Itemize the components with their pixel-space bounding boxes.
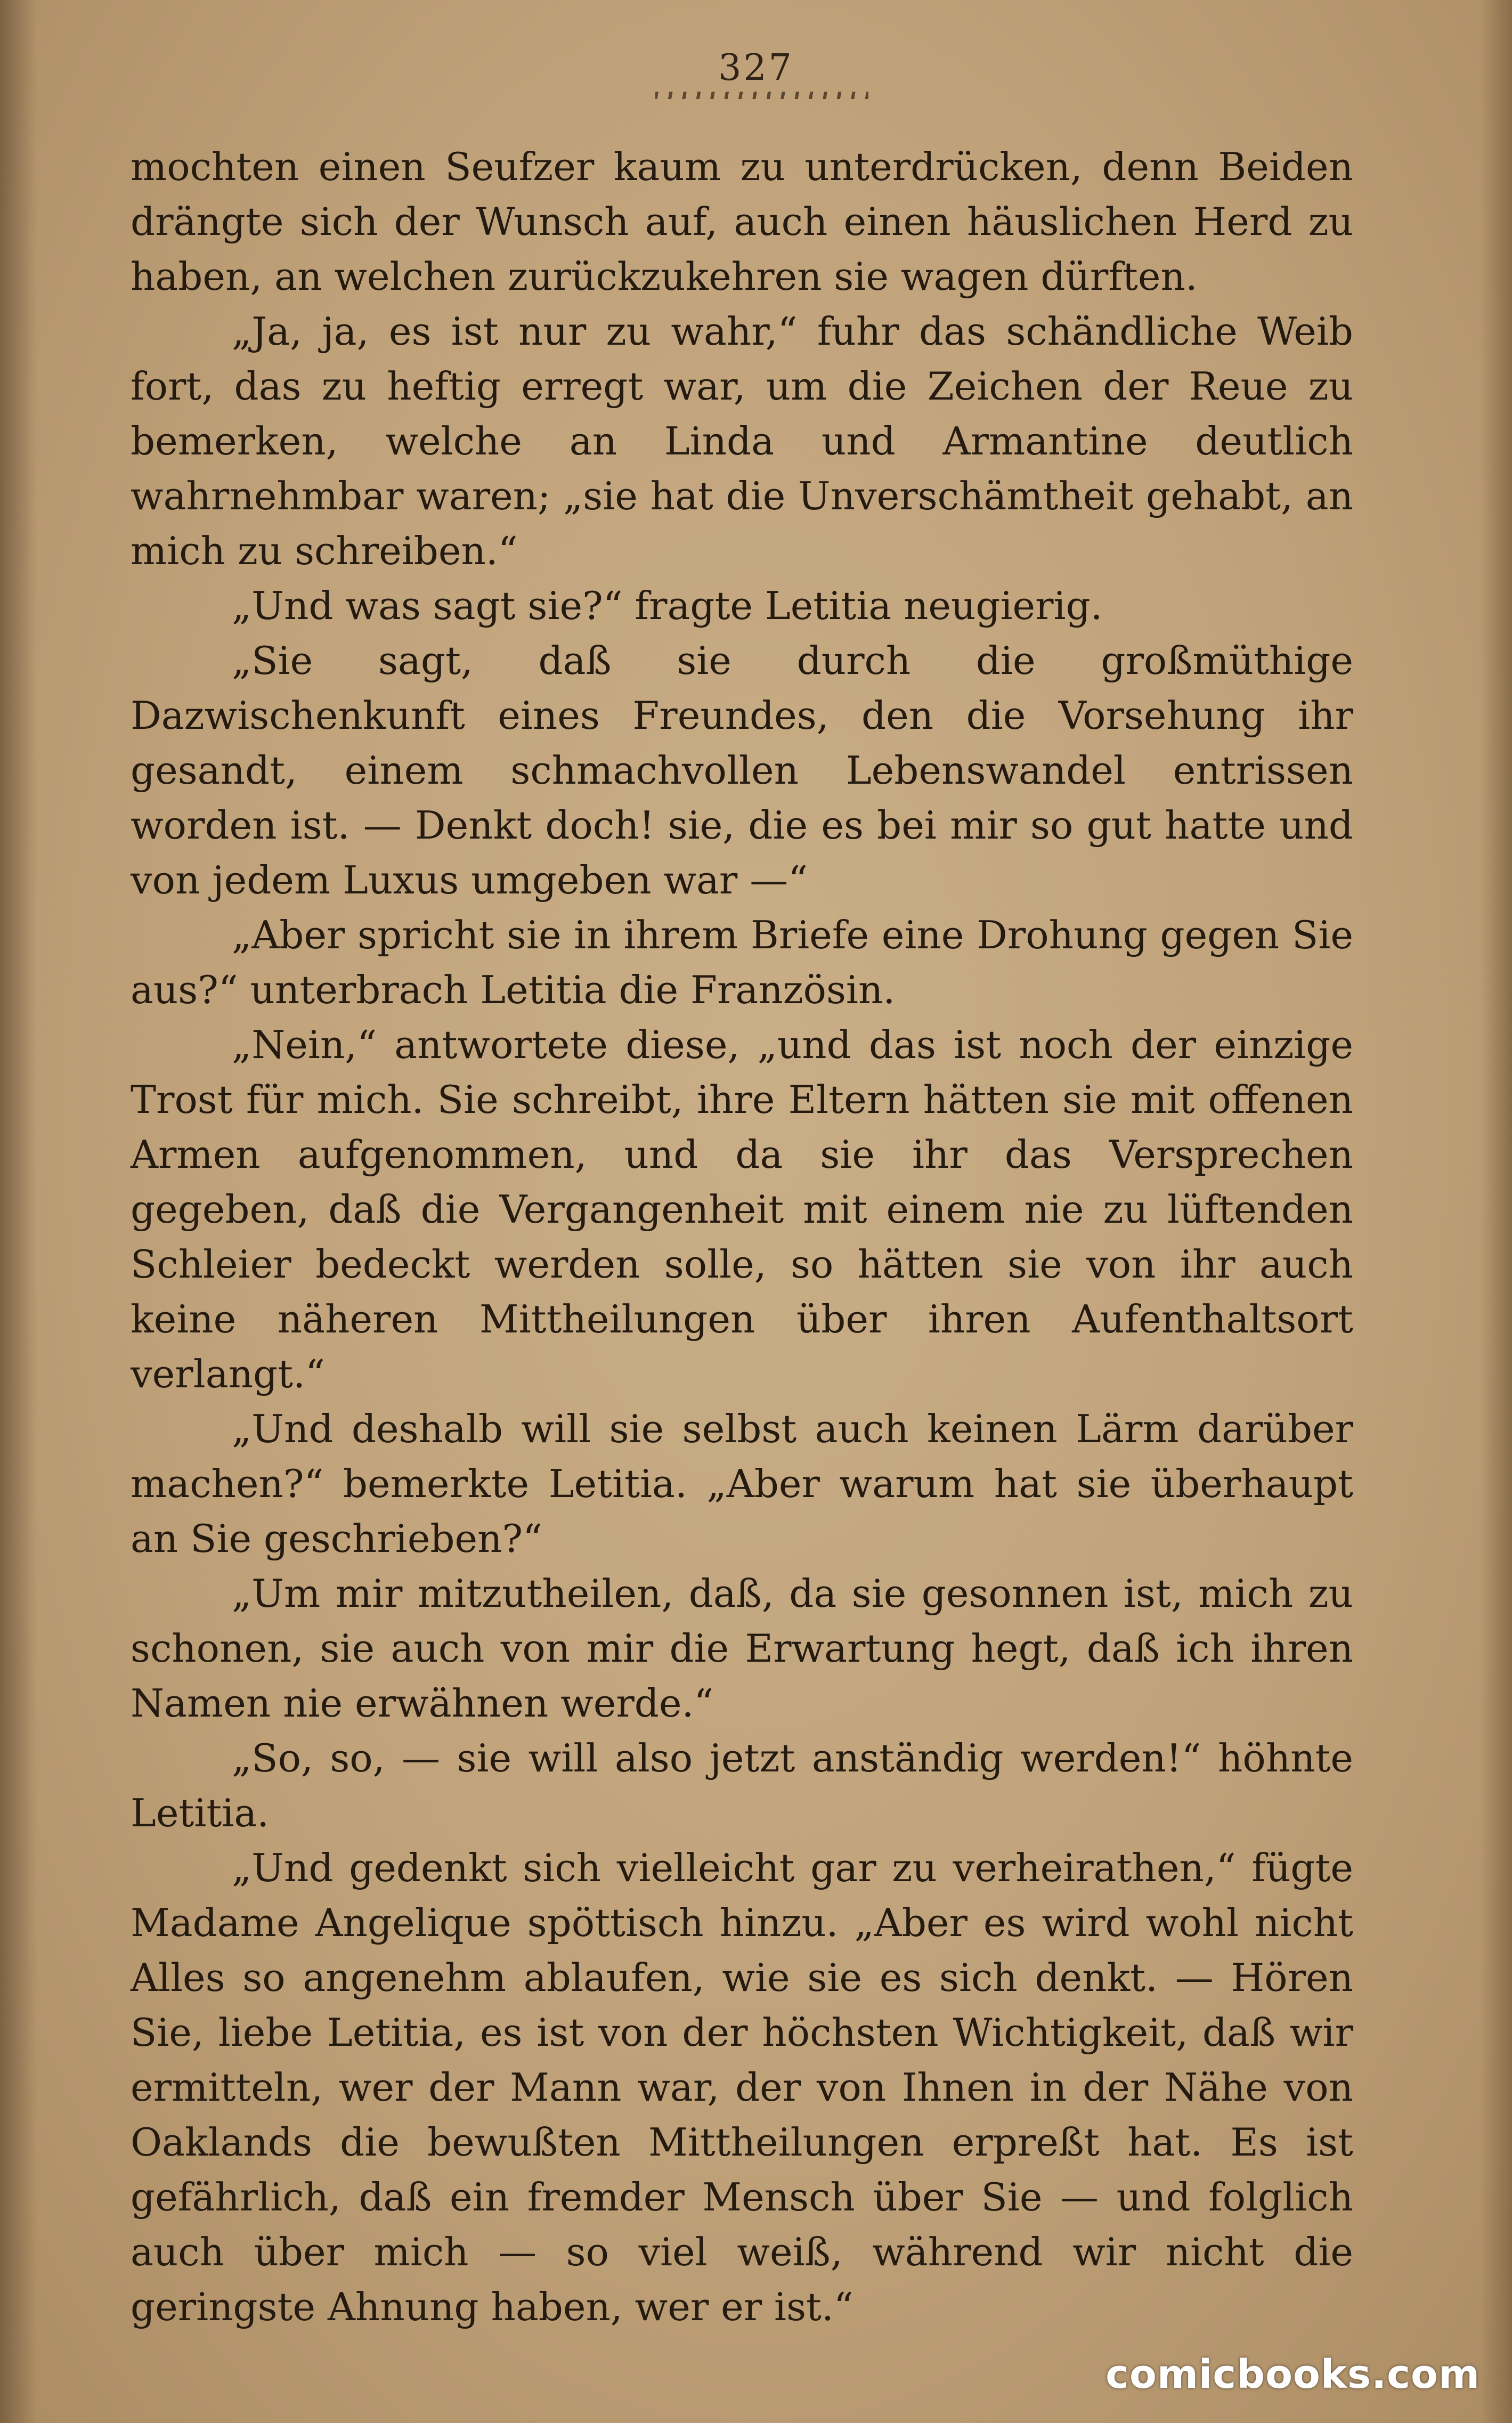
paragraph: „Ja, ja, es ist nur zu wahr,“ fuhr das schändliche Weib fort, das zu heftig erregt war, um die Zeichen der Reue zu bemerken, welche an Linda und Armantine deutlich wahrnehmbar waren; „sie hat die Unverschämtheit gehabt, an mich zu schreiben.“ (131, 309, 1353, 573)
body-text (131, 140, 1353, 2335)
paragraph: mochten einen Seufzer kaum zu unterdrücken, denn Beiden drängte sich der Wunsch auf, auch einen häuslichen Herd zu haben, an welchen zurückzukehren sie wagen dürften. (131, 144, 1353, 299)
paragraph: „Und was sagt sie?“ fragte Letitia neugierig. (232, 583, 1103, 628)
page-number: 327 (718, 47, 794, 89)
paragraph: „Und gedenkt sich vielleicht gar zu verheirathen,“ fügte Madame Angelique spöttisch hinzu. „Aber es wird wohl nicht Alles so angenehm ablaufen, wie sie es sich denkt. — Hören Sie, liebe Letitia, es ist von der höchsten Wichtigkeit, daß wir ermitteln, wer der Mann war, der von Ihnen in der Nähe von Oaklands die bewußten Mittheilungen erpreßt hat. Es ist gefährlich, daß ein fremder Mensch über Sie — und folglich auch über mich — so viel weiß, während wir nicht die geringste Ahnung haben, wer er ist.“ (131, 1845, 1353, 2329)
page-edge-left (0, 0, 37, 2423)
watermark: comicbooks.com (1105, 2352, 1480, 2397)
page-edge-right (1480, 0, 1512, 2423)
header-ornament (655, 92, 868, 99)
paragraph: „Sie sagt, daß sie durch die großmüthige Dazwischenkunft eines Freundes, den die Vorsehung ihr gesandt, einem schmachvollen Lebenswandel entrissen worden ist. — Denkt doch! sie, die es bei mir so gut hatte und von jedem Luxus umgeben war —“ (131, 638, 1353, 902)
paragraph: „Aber spricht sie in ihrem Briefe eine Drohung gegen Sie aus?“ unterbrach Letitia die Französin. (131, 913, 1353, 1012)
paragraph: „Um mir mitzutheilen, daß, da sie gesonnen ist, mich zu schonen, sie auch von mir die Erwartung hegt, daß ich ihren Namen nie erwähnen werde.“ (131, 1571, 1353, 1726)
paragraph: „Und deshalb will sie selbst auch keinen Lärm darüber machen?“ bemerkte Letitia. „Aber warum hat sie überhaupt an Sie geschrieben?“ (131, 1406, 1353, 1561)
paragraph: „Nein,“ antwortete diese, „und das ist noch der einzige Trost für mich. Sie schreibt, ihre Eltern hätten sie mit offenen Armen aufgenommen, und da sie ihr das Versprechen gegeben, daß die Vergangenheit mit einem nie zu lüftenden Schleier bedeckt werden solle, so hätten sie von ihr auch keine näheren Mittheilungen über ihren Aufenthaltsort verlangt.“ (131, 1022, 1353, 1396)
paragraph: „So, so, — sie will also jetzt anständig werden!“ höhnte Letitia. (131, 1736, 1353, 1835)
